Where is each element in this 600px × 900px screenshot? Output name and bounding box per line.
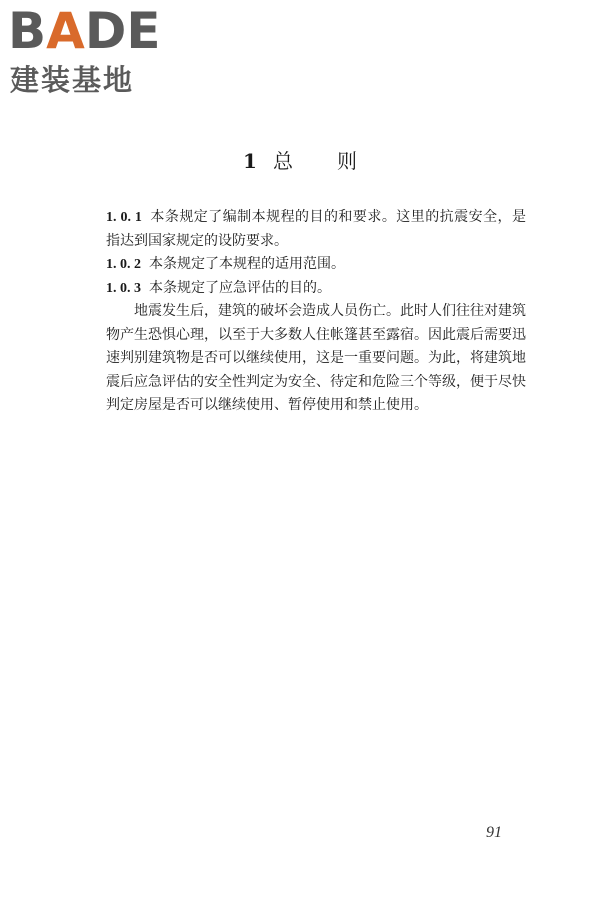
clause-text: 本条规定了编制本规程的目的和要求。这里的抗震安全，是指达到国家规定的设防要求。 bbox=[106, 209, 527, 249]
logo-letters-de: DE bbox=[84, 2, 161, 60]
logo-letter-b: B bbox=[8, 2, 47, 60]
logo-subtitle: 建装基地 bbox=[10, 63, 135, 97]
clause-number: 1. 0. 1 bbox=[106, 210, 142, 225]
chapter-title-part2: 则 bbox=[336, 149, 357, 173]
chapter-title bbox=[0, 146, 600, 176]
clause-1-0-3 bbox=[106, 277, 526, 301]
clause-number: 1. 0. 2 bbox=[106, 257, 141, 272]
body-paragraph: 地震发生后，建筑的破坏会造成人员伤亡。此时人们往往对建筑物产生恐惧心理，以至于大多数人住帐篷甚至露宿。因此震后需要迅速判别建筑物是否可以继续使用，这是一重要问题。为此，将建筑地震后应急评估的安全性判定为安全、待定和危险三个等级，便于尽快判定房屋是否可以继续使用、暂停使用和禁止使用。 bbox=[106, 303, 526, 413]
page-number: 91 bbox=[486, 824, 502, 841]
chapter-title-part1: 总 bbox=[272, 149, 293, 173]
clause-1-0-1 bbox=[106, 206, 526, 253]
logo-letter-a-accent: A bbox=[46, 2, 85, 60]
logo-wordmark bbox=[8, 2, 161, 60]
clause-text: 本条规定了本规程的适用范围。 bbox=[149, 256, 345, 272]
chapter-number: 1 bbox=[243, 149, 257, 173]
document-body bbox=[106, 206, 526, 418]
clause-text: 本条规定了应急评估的目的。 bbox=[149, 279, 331, 296]
bade-logo bbox=[8, 2, 178, 97]
clause-1-0-2 bbox=[106, 253, 526, 277]
clause-number: 1. 0. 3 bbox=[106, 280, 141, 296]
